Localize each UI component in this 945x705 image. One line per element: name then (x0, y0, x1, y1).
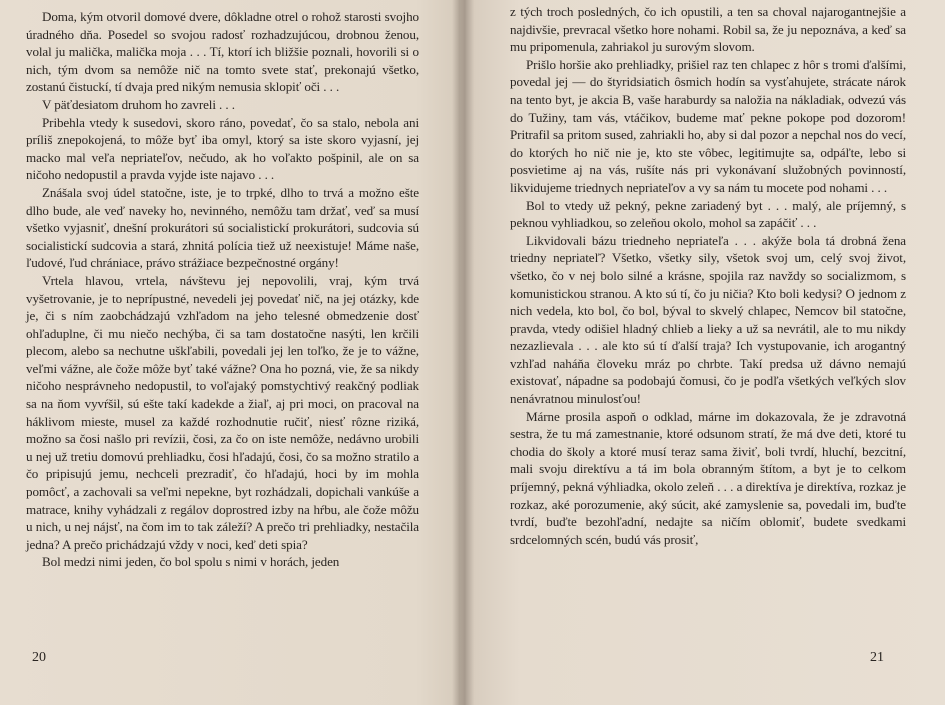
paragraph: Likvidovali bázu triedneho nepriateľa . . . akýže bola tá drobná žena triedny nepriateľ? Všetko, všetky sily, všetok svoj um, celý svoj život, všetko, čo v nej bolo silné a krásne, spojila raz navždy so socializmom, s komunistickou stranou. A kto sú tí, čo ju ničia? Kto boli kedysi? O jednom z nich vedela, kto bol, čo bol, býval to skvelý chlapec, Nemcov bil statočne, pravda, vtedy odišiel hladný chlieb a lieky a už sa nevrátil, ale to mu nikdy nezazlievala . . . ale kto sú tí ďalší traja? Ich vystupovanie, ich arogantný vzhľad naháňa človeku mráz po chrbte. Takí predsa už dávno nemajú existovať, nápadne sa podobajú čomusi, čo je podľa všetkých veľkých slov nenávratnou minulosťou! (510, 232, 906, 407)
paragraph: Prišlo horšie ako prehliadky, prišiel raz ten chlapec z hôr s tromi ďalšími, povedal jej — do štyridsiatich ôsmich hodín sa vysťahujete, strácate nárok na tento byt, je akcia B, vaše haraburdy sa naložia na nákladiak, odvezú vás do Tužiny, tam vás, vtáčikov, budeme mať pekne pokope pod dozorom! Pritrafil sa pritom sused, zahriakli ho, aby si dal pozor a nepchal nos do vecí, do ktorých ho nič nie je, kto ste vôbec, legitimujte sa, odpáľte, lebo si posvietime aj na vás, rušíte nás pri vykonávaní služobných povinností, likvidujeme triednych nepriateľov a vy sa nám tu mocete pod nohami . . . (510, 56, 906, 195)
left-page-text (26, 8, 419, 571)
paragraph: Pribehla vtedy k susedovi, skoro ráno, povedať, čo sa stalo, nebola ani príliš znepokojená, to môže byť iba omyl, ktorý sa iste skoro vyjasní, jej macko mal veľa nepriateľov, nečudo, ak ho voľakto pošpinil, ale on sa ničoho nedopustil a pravda vyjde iste najavo . . . (26, 114, 419, 183)
paragraph: Márne prosila aspoň o odklad, márne im dokazovala, že je zdravotná sestra, že tu má zamestnanie, ktoré odsunom stratí, že má dve deti, ktoré tu chodia do školy a ktoré musí teraz sama živiť, boli tvrdí, hluchí, bezcitní, mali svoju direktívu a tá im bola obranným štítom, a byt je to celkom príjemný, pekná výhliadka, okolo zeleň . . . a direktíva je direktíva, rozkaz je rozkaz, aké porozumenie, aký súcit, aké zamyslenie sa, povedali im, buďte tvrdí, buďte bezohľadní, nedajte sa ničím oblomiť, budete svedkami srdcelomných scén, budú vás prosiť, (510, 408, 906, 547)
paragraph: Bol to vtedy už pekný, pekne zariadený byt . . . malý, ale príjemný, s peknou vyhliadkou, so zeleňou okolo, mohol sa zapáčiť . . . (510, 197, 906, 231)
paragraph: Doma, kým otvoril domové dvere, dôkladne otrel o rohož starosti svojho úradného dňa. Posedel so svojou radosť rozhadzujúcou, drobnou ženou, volal ju malička, malička moja . . . Tí, ktorí ich bližšie poznali, hovorili si o nich, tým dvom sa nemôže nič na tomto svete stať, prekonajú všetko, zostanú čistuckí, tí dvaja pred nikým nemusia sklopiť oči . . . (26, 9, 419, 95)
left-page (0, 0, 452, 705)
paragraph: Bol medzi nimi jeden, čo bol spolu s nimi v horách, jeden (42, 554, 340, 570)
right-page-text (510, 3, 906, 548)
right-page (466, 0, 945, 705)
page-number-right: 21 (870, 650, 884, 665)
paragraph: Znášala svoj údel statočne, iste, je to trpké, dlho to trvá a možno ešte dlho bude, ale veď naveky ho, nevinného, nemôžu tam držať, veď sa musí všetko vyjasniť, dnešní prokurátori sú socialistickí prokurátori, sudcovia sú socialistickí sudcovia a stará, zhnitá polícia tiež už neexistuje! Máme naše, ľudové, ľud chrániace, právo strážiace bezpečnostné orgány! (26, 184, 419, 271)
paragraph: V päťdesiatom druhom ho zavreli . . . (42, 96, 235, 112)
page-number-left: 20 (32, 650, 46, 665)
book-gutter (452, 0, 466, 705)
paragraph: Vrtela hlavou, vrtela, návštevu jej nepovolili, vraj, kým trvá vyšetrovanie, je to neprípustné, nevedeli jej povedať nič, na jej otázky, kde je, či s ním zaobchádzajú vzhľadom na jeho telesné obmedzenie dosť ohľaduplne, či mu niečo nechýba, či sa tam dostatočne nasýti, len krčili plecom, alebo sa nechutne uškľabili, povedali jej len toľko, že je to vážne, veľmi vážne, ale čože môže byť také vážne? Ona ho pozná, vie, že sa nikdy ničoho nesprávneho nedopustil, to voľajaký pomstychtivý reakčný podliak sa na ňom vyvŕšil, sú ešte takí kadekde a žiaľ, aj pri moci, on pracoval na háklivom mieste, musel za každé rozhodnutie ručiť, niesť rôzne riziká, možno sa čosi našlo pri revízii, čosi, za čo on iste nemôže, nedávno urobili u nej už tretiu domovú prehliadku, čosi hľadajú, čosi, čo sa možno stratilo a čo pripisujú jemu, nechceli prezradiť, čo hľadajú, hoci by im mohla pomôcť, a zachovali sa veľmi nepekne, byt rozhádzali, dopichali vankúše a matrace, knihy vyhádzali z regálov doprostred izby na hŕbu, ale čože môžu u nich, u nej nájsť, na čom im to tak záleží? A prečo tri prehliadky, nestačila jedna? A prečo prichádzajú vždy v noci, keď deti spia? (26, 272, 419, 552)
paragraph-continued: z tých troch posledných, čo ich opustili, a ten sa choval najarogantnejšie a najdivšie, prevracal všetko hore nohami. Robil sa, že ju nepoznáva, a keď sa mu pripomenula, zahriakol ju surovým slovom. (510, 4, 906, 55)
